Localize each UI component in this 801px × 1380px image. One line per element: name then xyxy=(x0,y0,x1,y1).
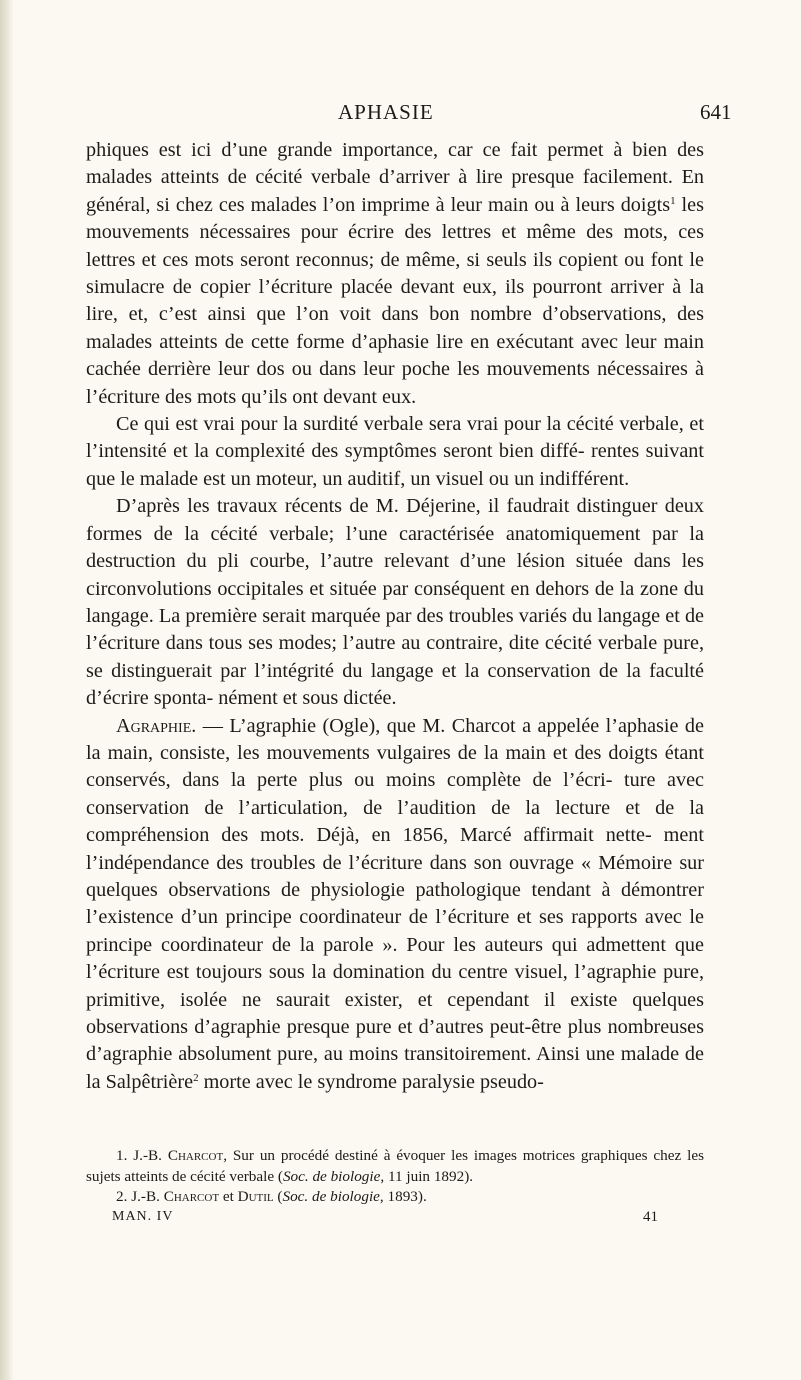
footnote-2-paren: ( xyxy=(273,1188,283,1205)
paragraph-1-text-a: phiques est ici d’une grande importance, car ce fait permet à bien des malades atteints de cécité verbale d’arriver à lire presque facilement. En général, si chez ces malades l’on imprime à leur main ou à leurs doigts xyxy=(86,139,704,216)
footnote-ref-2: 2 xyxy=(193,1071,199,1084)
paragraph-4-text-a: — L’agraphie (Ogle), que M. Charcot a appelée l’aphasie de la main, consiste, les mouvements vulgaires de la main et des doigts étant conservés, dans la perte plus ou moins complète de l’écri- ture avec conservation de l’articulation, de l’audition de la lecture et de la compréhension des mots. Déjà, en 1856, Marcé affirmait nette- ment l’indépendance des troubles de l’écriture dans son ouvrage « Mémoire sur quelques observations de physiologie pathologique tendant à démontrer l’existence d’un principe coordinateur de l’écriture et ses rapports avec le principe coordinateur de la parole ». Pour les auteurs qui admettent que l’écriture est toujours sous la domination du centre visuel, l’agraphie pure, primitive, isolée ne saurait exister, et cependant il existe quelques observations d’agraphie presque pure et d’autres peut-être plus nombreuses d’agraphie absolument pure, au moins transitoirement. Ainsi une malade de la Salpêtrière xyxy=(86,714,704,1093)
footnotes xyxy=(86,1146,704,1208)
running-head: APHASIE xyxy=(338,100,434,124)
footnote-1-author: Charcot xyxy=(167,1147,224,1164)
footnote-1-journal: Soc. de biologie xyxy=(282,1167,381,1185)
footnote-1-date: , 11 juin 1892). xyxy=(380,1167,474,1185)
footnote-2-and: et xyxy=(219,1188,238,1205)
printer-signature: MAN. IV xyxy=(112,1209,174,1224)
footnote-2-author-2: Dutil xyxy=(237,1188,274,1205)
page-footer xyxy=(86,1209,704,1231)
footnote-2 xyxy=(86,1187,704,1208)
paragraph-1 xyxy=(86,137,704,411)
footnote-2-journal: Soc. de biologie xyxy=(282,1188,380,1205)
footnote-2-author-1: Charcot xyxy=(163,1188,220,1205)
paragraph-2: Ce qui est vrai pour la surdité verbale sera vrai pour la cécité verbale, et l’intensité et la complexité des symptômes seront bien diffé- rentes suivant que le malade est un moteur, un auditif, un visuel ou un indifférent. xyxy=(86,413,704,490)
footnote-2-date: , 1893). xyxy=(379,1188,427,1205)
page-header xyxy=(0,100,801,128)
sheet-number: 41 xyxy=(643,1209,658,1225)
footnote-ref-1: 1 xyxy=(670,194,676,207)
footnote-1-title: , Sur un procédé destiné à évoquer les images motrices graphiques chez les sujets atteints de cécité verbale ( xyxy=(86,1147,704,1185)
paragraph-3: D’après les travaux récents de M. Déjerine, il faudrait distinguer deux formes de la cécité verbale; l’une caractérisée anatomiquement par la destruction du pli courbe, l’autre relevant d’une lésion située dans les circonvolutions occipitales et située par conséquent en dehors de la zone du langage. La première serait marquée par des troubles variés du langage et de l’écriture dans tous ses modes; l’autre au contraire, dite cécité verbale pure, se distinguerait par l’intégrité du langage et la conservation de la faculté d’écrire sponta- nément et sous dictée. xyxy=(86,495,704,710)
footnote-2-lead: 2. J.-B. xyxy=(116,1188,164,1205)
footnote-1-lead: 1. J.-B. xyxy=(116,1147,168,1164)
footnote-1 xyxy=(86,1146,704,1187)
section-term-agraphie: Agraphie. xyxy=(116,714,197,737)
page-number: 641 xyxy=(700,100,732,124)
binding-shadow xyxy=(0,0,14,1380)
paragraph-4-text-b: morte avec le syndrome paralysie pseudo- xyxy=(198,1070,544,1093)
paragraph-1-text-b: les mouvements nécessaires pour écrire des lettres et même des mots, ces lettres et ces mots seront reconnus; de même, si seuls ils copient ou font le simulacre de copier l’écriture placée devant eux, ils pourront arriver à la lire, et, c’est ainsi que l’on voit dans bon nombre d’observations, des malades atteints de cette forme d’aphasie lire en exécutant avec leur main cachée derrière leur dos ou dans leur poche les mouvements nécessaires à l’écriture des mots qu’ils ont devant eux. xyxy=(86,193,704,408)
body-text xyxy=(86,137,704,1096)
paragraph-4 xyxy=(86,713,704,1097)
